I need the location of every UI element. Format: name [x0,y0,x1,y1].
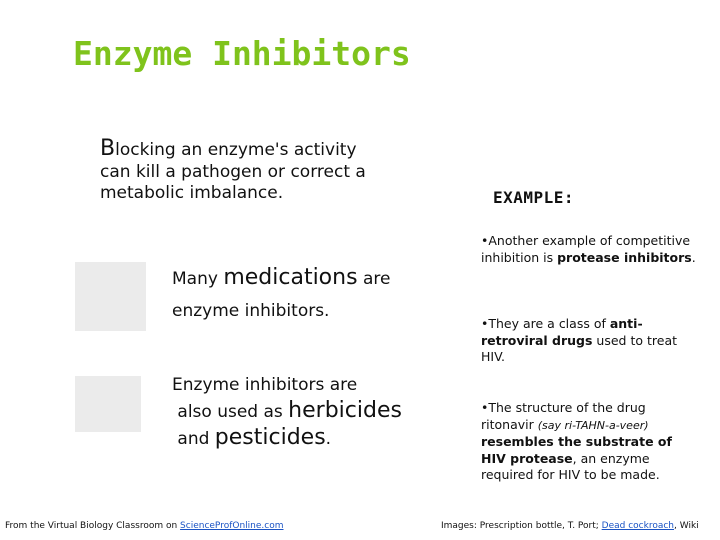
intro-line1: locking an enzyme's activity [115,140,357,160]
bullet1-end: . [691,249,696,265]
example-heading: EXAMPLE: [493,188,575,207]
bullet2-text: •They are a class of [481,316,610,331]
herb-line2-highlight: herbicides [288,398,402,423]
intro-rest: can kill a pathogen or correct a metabolic imbalance. [100,162,366,203]
footer-credit-left [5,521,284,531]
dead-cockroach-link[interactable]: Dead cockroach [601,521,675,531]
slide-title: Enzyme Inhibitors [73,34,411,73]
example-bullet-1 [481,233,696,266]
bullet3-pronunciation: (say ri-TAHN-a-veer) [537,418,649,432]
herb-line3-end: . [325,429,332,449]
intro-text [100,136,420,204]
bullet3-text1: •The structure of the drug ritonavir [481,400,646,432]
med-highlight: medications [223,265,358,290]
prescription-bottle-image [75,262,146,331]
herb-line1: Enzyme inhibitors are [172,375,358,395]
med-part1: Many [172,269,224,289]
example-bullet-2 [481,316,696,366]
herbicides-text [172,373,422,452]
herb-line2-text: also used as [177,402,289,422]
bullet3-text2: , an enzyme required for HIV to be made. [481,450,660,482]
herb-line3-highlight: pesticides [214,425,326,450]
scienceprofonline-link[interactable]: ScienceProfOnline.com [180,521,284,531]
medications-text [172,262,432,327]
footer-right-text: Images: Prescription bottle, T. Port; [441,521,602,531]
example-bullet-3 [481,400,696,484]
bullet2-end: used to treat HIV. [481,332,677,364]
herb-line3-text: and [177,429,215,449]
bullet1-bold: protease inhibitors [557,249,692,265]
bullet2-bold: anti-retroviral drugs [481,316,643,348]
med-line2: enzyme inhibitors. [172,301,330,321]
footer-left-text: From the Virtual Biology Classroom on [5,521,181,531]
footer-credit-right [441,521,699,531]
bullet1-text: •Another example of competitive inhibition is [481,233,691,265]
footer-right-end: , Wiki [674,521,699,531]
bullet3-bold: resembles the substrate of HIV protease [481,434,672,466]
cockroach-image [75,376,141,432]
med-part2: are [357,269,391,289]
intro-first-letter: B [100,136,116,161]
